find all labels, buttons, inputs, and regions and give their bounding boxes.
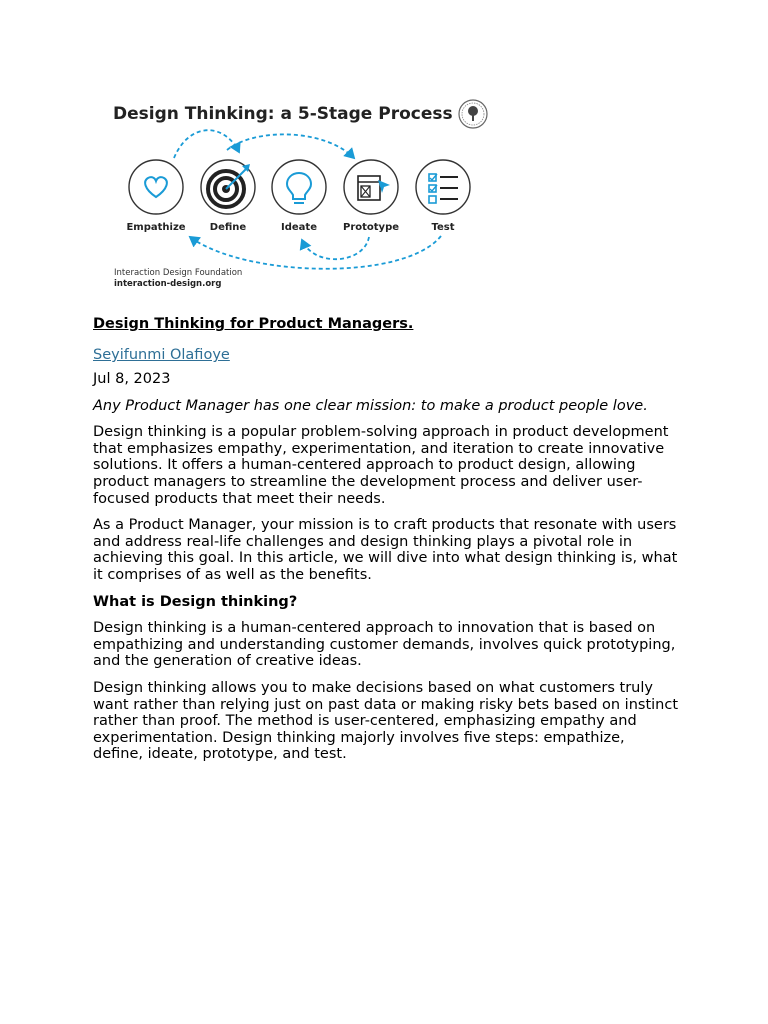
stage-label-empathize: Empathize xyxy=(126,222,186,233)
article-lead: Any Product Manager has one clear mission: to make a product people love. xyxy=(93,397,648,414)
arrow-empathize-define xyxy=(174,130,239,158)
arrow-prototype-ideate xyxy=(302,237,369,259)
stage-label-prototype: Prototype xyxy=(342,222,400,233)
stage-label-test: Test xyxy=(431,222,455,233)
stage-label-ideate: Ideate xyxy=(281,222,317,233)
article-paragraph-2: As a Product Manager, your mission is to craft products that resonate with users and address real-life challenges and design thinking plays a pivotal role in achieving this goal. In this article, we will dive into what design thinking is, what it comprises of as well as the benefits. xyxy=(93,517,678,583)
design-thinking-figure xyxy=(104,92,504,296)
figure-source-name: Interaction Design Foundation xyxy=(114,268,243,278)
article-paragraph-1: Design thinking is a popular problem-solving approach in product development that emphasizes empathy, experimentation, and iteration to create innovative solutions. It offers a human-centered approach to product design, allowing product managers to streamline the development process and deliver user-focused products that meet their needs. xyxy=(93,424,669,507)
figure-source-url: interaction-design.org xyxy=(114,279,222,289)
stage-label-define: Define xyxy=(209,222,247,233)
idf-logo-icon xyxy=(459,100,487,128)
article-paragraph-4: Design thinking allows you to make decisions based on what customers truly want rather than relying just on past data or making risky bets based on instinct rather than proof. The method is user-centered, emphasizing empathy and experimentation. Design thinking majorly involves five steps: empathize, define, ideate, prototype, and test. xyxy=(93,679,679,763)
article-title: Design Thinking for Product Managers. xyxy=(93,316,414,332)
arrow-test-empathize xyxy=(190,236,441,269)
article-paragraph-3: Design thinking is a human-centered approach to innovation that is based on empathizing and understanding customer demands, involves quick prototyping, and the generation of creative ideas. xyxy=(93,620,676,670)
author-link[interactable]: Seyifunmi Olafioye xyxy=(93,347,230,363)
article xyxy=(93,314,678,773)
figure-title: Design Thinking: a 5-Stage Process xyxy=(113,104,453,124)
article-date: Jul 8, 2023 xyxy=(93,371,171,387)
arrow-define-prototype xyxy=(227,134,354,158)
section-heading: What is Design thinking? xyxy=(93,593,298,610)
